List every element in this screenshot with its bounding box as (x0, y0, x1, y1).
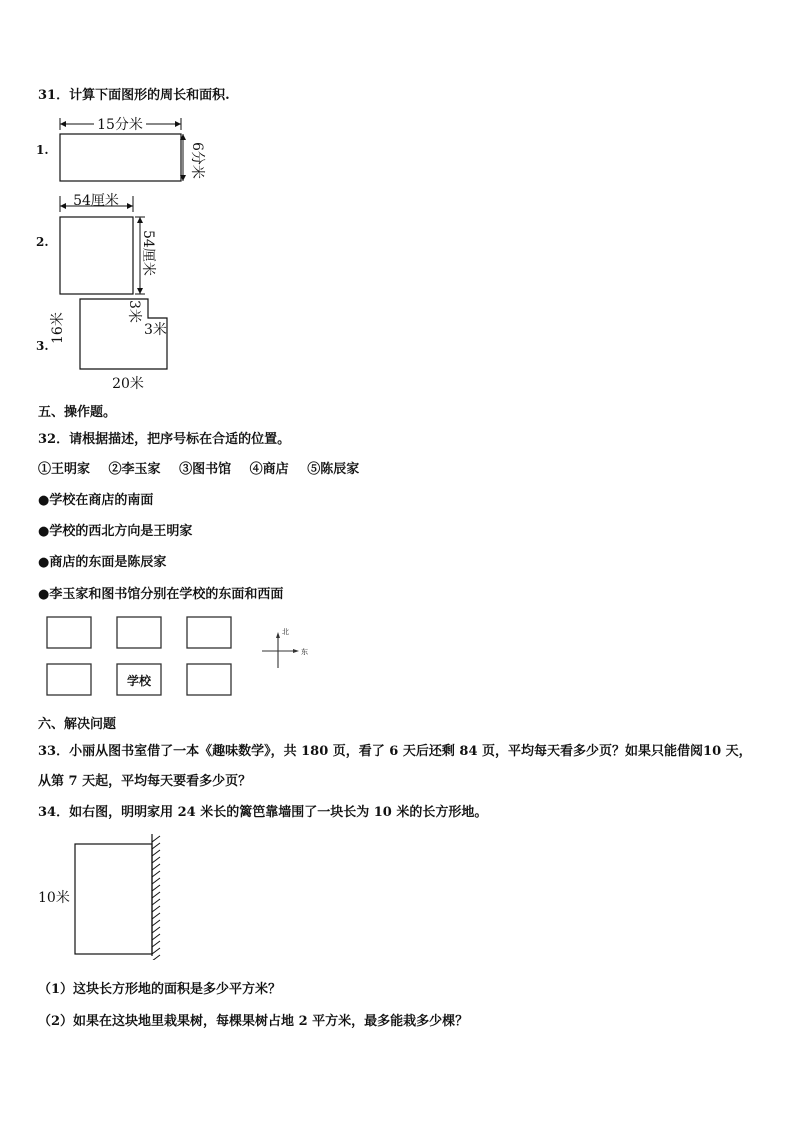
q31-figures (0, 108, 260, 398)
q34-figure (0, 830, 200, 960)
clue-4: ●李玉家和图书馆分别在学校的东面和西面 (38, 587, 284, 602)
fig3-notch-vertical-dim: 3米 (126, 300, 142, 323)
map-box (47, 664, 91, 695)
q32-title: 32．请根据描述，把序号标在合适的位置。 (38, 432, 291, 447)
q34-sub-2: （2）如果在这块地里栽果树，每棵果树占地 2 平方米，最多能栽多少棵？ (38, 1014, 469, 1029)
q33-line-2: 从第 7 天起，平均每天要看多少页？ (38, 774, 252, 789)
fig1-label: 1. (36, 143, 49, 157)
clue-2: ●学校的西北方向是王明家 (38, 524, 193, 539)
option-1: ①王明家 (38, 462, 91, 477)
fig1-rectangle (60, 134, 181, 181)
q32-map-grid (0, 610, 320, 700)
map-box (117, 617, 161, 648)
option-3: ③图书馆 (179, 462, 232, 477)
map-box (187, 617, 231, 648)
option-4: ④商店 (249, 462, 289, 477)
fig2-top-dim: 54厘米 (73, 193, 119, 209)
school-label: 学校 (126, 674, 152, 688)
fig3-left-dim: 16米 (50, 312, 66, 344)
fig2-label: 2. (36, 235, 49, 249)
q31-title: 31．计算下面图形的周长和面积. (38, 88, 230, 103)
q34-title: 34．如右图，明明家用 24 米长的篱笆靠墙围了一块长为 10 米的长方形地。 (38, 805, 488, 820)
section-5-heading: 五、操作题。 (38, 405, 117, 420)
fig1-top-dim: 15分米 (97, 117, 143, 133)
q34-side-label: 10米 (38, 890, 70, 906)
clue-3: ●商店的东面是陈辰家 (38, 555, 167, 570)
fig3-notch-horizontal-dim: 3米 (144, 322, 167, 338)
fig3-label: 3. (36, 339, 49, 353)
q33-line-1: 33．小丽从图书室借了一本《趣味数学》，共 180 页，看了 6 天后还剩 84 页，平均每天看多少页？如果只能借阅10 天， (38, 744, 752, 759)
clue-1: ●学校在商店的南面 (38, 493, 154, 508)
fig3-bottom-dim: 20米 (112, 376, 144, 392)
q34-sub-1: （1）这块长方形地的面积是多少平方米？ (38, 982, 282, 997)
compass-east-label: 东 (301, 648, 308, 656)
q34-rectangle (75, 844, 152, 954)
q32-options (38, 458, 359, 477)
option-5: ⑤陈辰家 (307, 462, 360, 477)
fig2-square (60, 217, 133, 294)
map-box (47, 617, 91, 648)
fig1-side-dim: 6分米 (189, 142, 205, 179)
compass-north-label: 北 (282, 628, 289, 636)
section-6-heading: 六、解决问题 (38, 717, 117, 732)
q34-wall-hatching (152, 836, 160, 960)
map-box (187, 664, 231, 695)
option-2: ②李玉家 (108, 462, 161, 477)
fig2-side-dim: 54厘米 (140, 230, 156, 276)
